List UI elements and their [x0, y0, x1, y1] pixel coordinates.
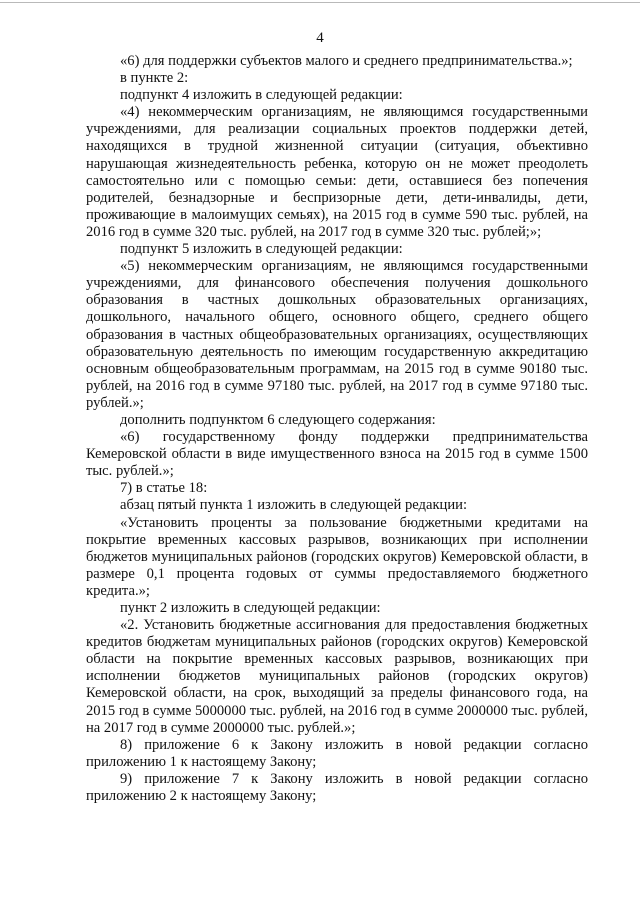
- paragraph: в пункте 2:: [120, 70, 189, 87]
- paragraph: 7) в статье 18:: [120, 480, 208, 497]
- paragraph: «2. Установить бюджетные ассигнования для предоставления бюджетных кредитов бюджетам муниципальных районов (городских округов) Кемеровской области на покрытие временных кассовых разрывов, возникающих при исполнении бюджетов муниципальных районов (городских округов) Кемеровской области, на срок, выходящий за пределы финансового года, на 2015 год в сумме 5000000 тыс. рублей, на 2016 год в сумме 2000000 тыс. рублей, на 2017 год в сумме 2000000 тыс. рублей.»;: [86, 617, 588, 736]
- page-number: 4: [316, 30, 324, 46]
- paragraph: 8) приложение 6 к Закону изложить в новой редакции согласно приложению 1 к настоящему Закону;: [86, 736, 588, 770]
- paragraph: «6) для поддержки субъектов малого и среднего предпринимательства.»;: [120, 53, 573, 69]
- document-body: [86, 53, 588, 805]
- paragraph: «4) некоммерческим организациям, не являющимся государственными учреждениями, для реализации социальных проектов поддержки детей, находящихся в трудной жизненной ситуации (ситуация, объективно нарушающая жизнедеятельность ребенка, которую он не может преодолеть самостоятельно или с помощью семьи: дети, оставшиеся без попечения родителей, безнадзорные и беспризорные дети, дети-инвалиды, дети, проживающие в малоимущих семьях), на 2015 год в сумме 590 тыс. рублей, на 2016 год в сумме 320 тыс. рублей, на 2017 год в сумме 320 тыс. рублей;»;: [86, 104, 588, 240]
- paragraph: «Установить проценты за пользование бюджетными кредитами на покрытие временных кассовых разрывов, возникающих при исполнении бюджетов муниципальных районов (городских округов) Кемеровской области, в размере 0,1 процента годовых от суммы предоставляемого бюджетного кредита.»;: [86, 514, 588, 599]
- paragraph: подпункт 4 изложить в следующей редакции:: [120, 87, 403, 104]
- paragraph: «5) некоммерческим организациям, не являющимся государственными учреждениями, для финансового обеспечения получения дошкольного образования в частных дошкольных образовательных организациях, дошкольного, начального общего, основного общего, среднего общего образования в частных общеобразовательных организациях, осуществляющих образовательную деятельность по имеющим государственную аккредитацию основным общеобразовательным программам, на 2015 год в сумме 90180 тыс. рублей, на 2016 год в сумме 97180 тыс. рублей, на 2017 год в сумме 97180 тыс. рублей.»;: [86, 258, 588, 411]
- paragraph: «6) государственному фонду поддержки предпринимательства Кемеровской области в виде имущественного взноса на 2015 год в сумме 1500 тыс. рублей.»;: [86, 429, 588, 480]
- paragraph: подпункт 5 изложить в следующей редакции:: [120, 241, 403, 258]
- paragraph: дополнить подпунктом 6 следующего содержания:: [120, 411, 436, 428]
- paragraph: 9) приложение 7 к Закону изложить в новой редакции согласно приложению 2 к настоящему Закону;: [86, 770, 588, 805]
- scan-top-border: [0, 2, 640, 3]
- paragraph: абзац пятый пункта 1 изложить в следующей редакции:: [120, 497, 468, 514]
- paragraph: пункт 2 изложить в следующей редакции:: [120, 600, 381, 616]
